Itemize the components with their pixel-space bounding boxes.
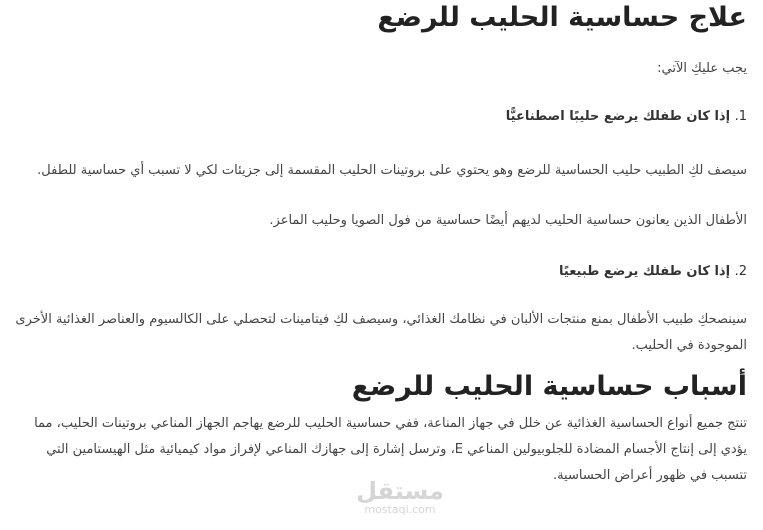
intro-paragraph: يجب عليكِ الآتي: <box>657 61 747 76</box>
article-content <box>12 0 747 489</box>
list-item-label: إذا كان طفلك يرضع طبيعيًا <box>559 264 731 279</box>
paragraph-doctor-prescribes: سيصف لكِ الطبيب حليب الحساسية للرضع وهو يحتوي على بروتينات الحليب المقسمة إلى جزيئات لكي لا تسبب أي حساسية للطفل. <box>37 163 747 178</box>
heading-milk-allergy-treatment: علاج حساسية الحليب للرضع <box>377 2 747 33</box>
list-item-label: إذا كان طفلك يرضع حليبًا اصطناعيًّا <box>505 109 731 124</box>
watermark-arabic: مستقل <box>356 477 444 505</box>
paragraph-dairy-restriction: سينصحكِ طبيب الأطفال بمنع منتجات الألبان في نظامك الغذائي، وسيصف لكِ فيتامينات لتحصلي على الكالسيوم والعناصر الغذائية الأخرى الموجودة في الحليب. <box>15 312 747 353</box>
list-number: 2. <box>734 264 747 279</box>
list-item-formula-fed <box>12 106 747 128</box>
heading-milk-allergy-causes: أسباب حساسية الحليب للرضع <box>351 371 747 402</box>
paragraph-soy-goat-allergy: الأطفال الذين يعانون حساسية الحليب لديهم أيضًا حساسية من فول الصويا وحليب الماعز. <box>269 213 747 228</box>
list-item-breastfed <box>12 261 747 283</box>
watermark-latin: mostaqi.com <box>364 503 436 516</box>
list-number: 1. <box>734 109 747 124</box>
paragraph-immune-system-cause: تنتج جميع أنواع الحساسية الغذائية عن خلل في جهاز المناعة، ففي حساسية الحليب للرضع يهاجم الجهاز المناعي بروتينات الحليب، مما يؤدي إلى إنتاج الأجسام المضادة للجلوبيولين المناعي E، وترسل إشارة إلى جهازك المناعي لإفراز مواد كيميائية مثل الهيستامين التي تتسبب في ظهور أعراض الحساسية. <box>34 416 747 483</box>
